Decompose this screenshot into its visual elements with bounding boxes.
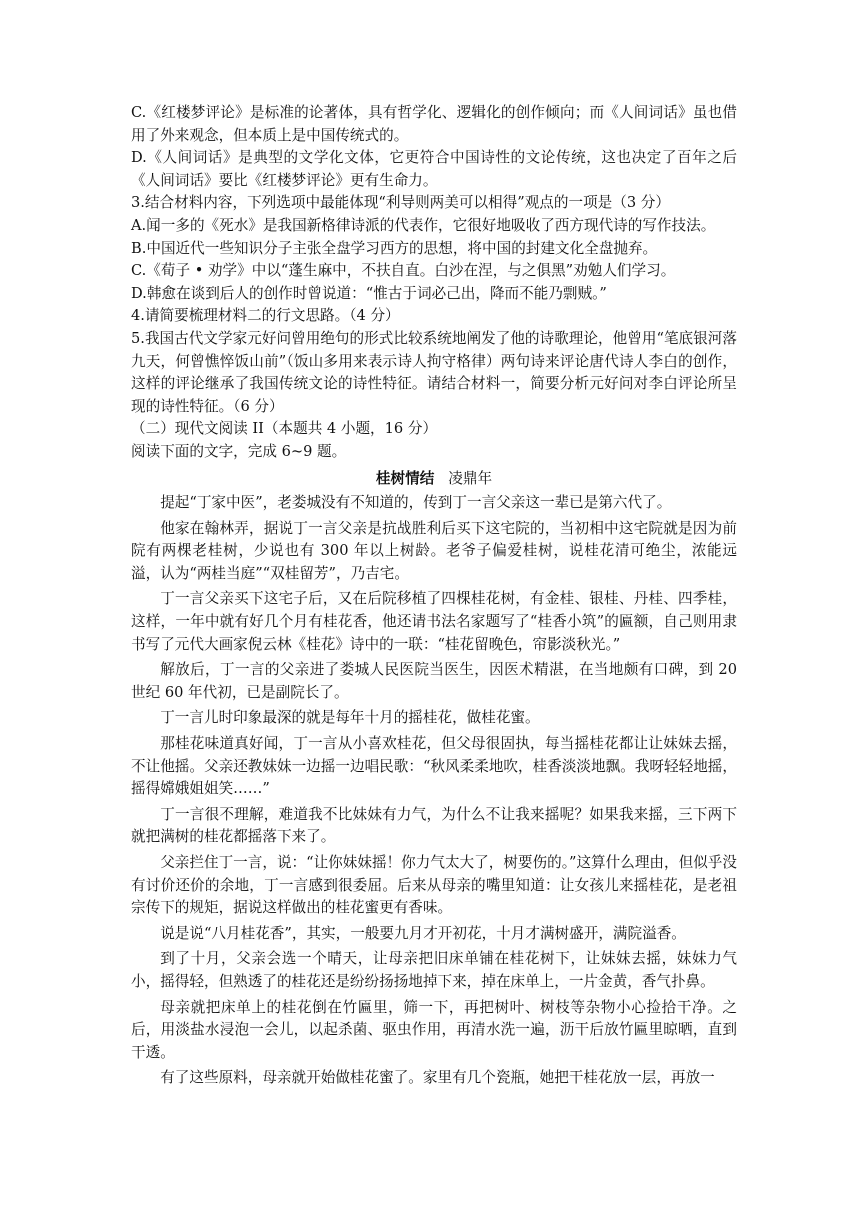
section-heading: （二）现代文阅读 II（本题共 4 小题，16 分） (131, 420, 438, 438)
story-paragraph: 那桂花味道真好闻，丁一言从小喜欢桂花，但父母很固执，每当摇桂花都让让妹妹去摇，不让他摇。父亲还教妹妹一边摇一边唱民歌：“秋风柔柔地吹，桂香淡淡地飘。我呀轻轻地摇，摇得嫦娥姐姐笑……” (131, 735, 737, 798)
story-paragraph: 父亲拦住丁一言，说：“让你妹妹摇！你力气太大了，树要伤的。”这算什么理由，但似乎没有讨价还价的余地，丁一言感到很委屈。后来从母亲的嘴里知道：让女孩儿来摇桂花，是老祖宗传下的规矩，据说这样做出的桂花蜜更有香味。 (131, 854, 737, 917)
option-c-q2: C.《红楼梦评论》是标准的论著体，具有哲学化、逻辑化的创作倾向；而《人间词话》虽也借用了外来观念，但本质上是中国传统式的。 (131, 104, 737, 144)
section-instruction: 阅读下面的文字，完成 6~9 题。 (131, 442, 347, 460)
story-paragraph: 有了这些原料，母亲就开始做桂花蜜了。家里有几个瓷瓶，她把干桂花放一层，再放一 (160, 1069, 715, 1087)
story-paragraph: 到了十月，父亲会选一个晴天，让母亲把旧床单铺在桂花树下，让妹妹去摇，妹妹力气小，摇得轻，但熟透了的桂花还是纷纷扬扬地掉下来，掉在床单上，一片金黄，香气扑鼻。 (131, 950, 737, 990)
story-title: 桂树情结 (375, 469, 435, 487)
story-paragraph: 母亲就把床单上的桂花倒在竹匾里，筛一下，再把树叶、树枝等杂物小心捡拾干净。之后，用淡盐水浸泡一会儿，以起杀菌、驱虫作用，再清水洗一遍，沥干后放竹匾里晾晒，直到干透。 (131, 998, 737, 1061)
question-4: 4.请简要梳理材料二的行文思路。（4 分） (131, 307, 400, 325)
story-paragraph: 丁一言父亲买下这宅子后，又在后院移植了四棵桂花树，有金桂、银桂、丹桂、四季桂，这样，一年中就有好几个月有桂花香，他还请书法名家题写了“桂香小筑”的匾额，自己则用隶书写了元代大画家倪云林《桂花》诗中的一联：“桂花留晚色，帘影淡秋光。” (131, 590, 737, 653)
story-paragraph: 解放后，丁一言的父亲进了娄城人民医院当医生，因医术精湛，在当地颇有口碑，到 20 世纪 60 年代初，已是副院长了。 (131, 661, 737, 701)
question-5: 5.我国古代文学家元好问曾用绝句的形式比较系统地阐发了他的诗歌理论，他曾用“笔底银河落九天，何曾憔悴饭山前”（饭山多用来表示诗人拘守格律）两句诗来评论唐代诗人李白的创作，这样的评论继承了我国传统文论的诗性特征。请结合材料一，简要分析元好问对李白评论所呈现的诗性特征。（6 分） (131, 329, 737, 415)
story-text (131, 492, 737, 1090)
story-paragraph: 他家在翰林弄，据说丁一言父亲是抗战胜利后买下这宅院的，当初相中这宅院就是因为前院有两棵老桂树，少说也有 300 年以上树龄。老爷子偏爱桂树，说桂花清可绝尘，浓能远溢，认为“两桂当庭”“双桂留芳”，乃吉宅。 (131, 519, 737, 582)
story-paragraph: 提起“丁家中医”，老娄城没有不知道的，传到丁一言父亲这一辈已是第六代了。 (160, 494, 672, 512)
option-c-q3: C.《荀子 • 劝学》中以“蓬生麻中，不扶自直。白沙在涅，与之俱黑”劝勉人们学习。 (131, 262, 676, 280)
option-a-q3: A.闻一多的《死水》是我国新格律诗派的代表作，它很好地吸收了西方现代诗的写作技法。 (131, 216, 716, 234)
question-3: 3.结合材料内容，下列选项中最能体现“利导则两美可以相得”观点的一项是（3 分） (131, 194, 670, 212)
story-title-line (131, 468, 737, 491)
option-d-q2: D.《人间词话》是典型的文学化文体，它更符合中国诗性的文论传统，这也决定了百年之后《人间词话》要比《红楼梦评论》更有生命力。 (131, 149, 737, 189)
story-paragraph: 说是说“八月桂花香”，其实，一般要九月才开初花，十月才满树盛开，满院溢香。 (160, 924, 686, 942)
story-paragraph: 丁一言儿时印象最深的就是每年十月的摇桂花，做桂花蜜。 (160, 709, 540, 727)
option-b-q3: B.中国近代一些知识分子主张全盘学习西方的思想，将中国的封建文化全盘抛弃。 (131, 239, 658, 257)
story-author: 凌鼎年 (448, 469, 493, 487)
option-d-q3: D.韩愈在谈到后人的创作时曾说道：“惟古于词必己出，降而不能乃剽贼。” (131, 284, 607, 302)
story-paragraph: 丁一言很不理解，难道我不比妹妹有力气，为什么不让我来摇呢？如果我来摇，三下两下就把满树的桂花都摇落下来了。 (131, 805, 737, 846)
document-body (131, 102, 737, 1093)
